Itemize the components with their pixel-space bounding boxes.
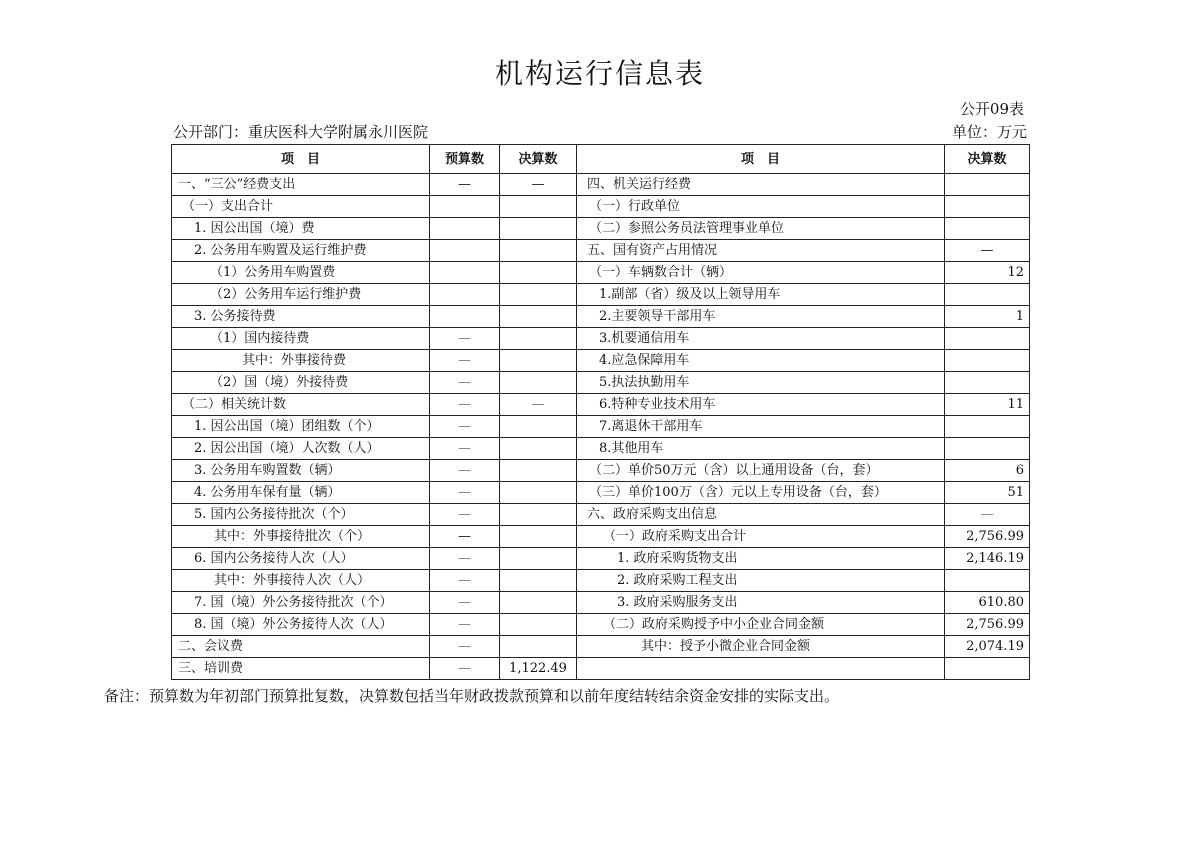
footnote: 备注：预算数为年初部门预算批复数，决算数包括当年财政拨款预算和以前年度结转结余资金安排的实际支出。 <box>104 687 840 705</box>
row-left-item: 其中：外事接待费 <box>172 350 430 372</box>
row-left-item: 一、“三公”经费支出 <box>172 174 430 196</box>
table-row <box>172 482 1030 504</box>
row-left-final <box>500 306 577 328</box>
row-right-final: 51 <box>945 482 1030 504</box>
table-row <box>172 350 1030 372</box>
row-right-item: 6.特种专业技术用车 <box>577 394 945 416</box>
row-left-final <box>500 240 577 262</box>
row-right-item: 其中：授予小微企业合同金额 <box>577 636 945 658</box>
table-row <box>172 460 1030 482</box>
row-left-budget: — <box>430 460 500 482</box>
header-left-budget: 预算数 <box>430 145 500 174</box>
row-right-item: 4.应急保障用车 <box>577 350 945 372</box>
row-left-budget <box>430 306 500 328</box>
row-left-final <box>500 548 577 570</box>
header-left-item: 项 目 <box>172 145 430 174</box>
row-left-budget: — <box>430 636 500 658</box>
row-right-final <box>945 570 1030 592</box>
info-table <box>171 144 1030 680</box>
row-right-final: 12 <box>945 262 1030 284</box>
row-right-final <box>945 350 1030 372</box>
row-left-final <box>500 350 577 372</box>
table-row <box>172 196 1030 218</box>
row-left-budget <box>430 284 500 306</box>
row-right-final: 2,756.99 <box>945 526 1030 548</box>
row-right-item: 1. 政府采购货物支出 <box>577 548 945 570</box>
table-row <box>172 438 1030 460</box>
table-row <box>172 262 1030 284</box>
row-left-item: 3. 公务接待费 <box>172 306 430 328</box>
row-right-item: 2. 政府采购工程支出 <box>577 570 945 592</box>
row-right-item: 五、国有资产占用情况 <box>577 240 945 262</box>
row-left-budget: — <box>430 438 500 460</box>
row-left-final <box>500 372 577 394</box>
row-left-final <box>500 328 577 350</box>
row-right-item: 1.副部（省）级及以上领导用车 <box>577 284 945 306</box>
row-left-budget: — <box>430 548 500 570</box>
table-row <box>172 284 1030 306</box>
row-right-item: 7.离退休干部用车 <box>577 416 945 438</box>
row-left-final <box>500 504 577 526</box>
table-row <box>172 636 1030 658</box>
table-row <box>172 658 1030 680</box>
row-right-final <box>945 284 1030 306</box>
row-left-budget: — <box>430 372 500 394</box>
row-left-final <box>500 482 577 504</box>
row-right-final <box>945 218 1030 240</box>
row-left-final <box>500 636 577 658</box>
row-left-item: 其中：外事接待人次（人） <box>172 570 430 592</box>
row-left-budget: — <box>430 614 500 636</box>
row-left-item: （二）相关统计数 <box>172 394 430 416</box>
row-left-final <box>500 592 577 614</box>
table-row <box>172 240 1030 262</box>
row-left-budget: — <box>430 482 500 504</box>
row-left-budget: — <box>430 526 500 548</box>
form-number: 公开09表 <box>959 100 1024 118</box>
row-right-item: 2.主要领导干部用车 <box>577 306 945 328</box>
row-left-item: 7. 国（境）外公务接待批次（个） <box>172 592 430 614</box>
table-row <box>172 174 1030 196</box>
row-left-budget: — <box>430 328 500 350</box>
row-left-item: 4. 公务用车保有量（辆） <box>172 482 430 504</box>
row-right-final: 2,756.99 <box>945 614 1030 636</box>
table-row <box>172 416 1030 438</box>
row-left-budget <box>430 196 500 218</box>
row-left-budget <box>430 218 500 240</box>
row-left-final: — <box>500 174 577 196</box>
table-header-row <box>172 145 1030 174</box>
row-right-final: 610.80 <box>945 592 1030 614</box>
row-left-final <box>500 284 577 306</box>
row-right-final <box>945 328 1030 350</box>
row-left-final <box>500 438 577 460</box>
row-right-item: 3. 政府采购服务支出 <box>577 592 945 614</box>
row-left-item: （2）国（境）外接待费 <box>172 372 430 394</box>
row-left-item: 5. 国内公务接待批次（个） <box>172 504 430 526</box>
row-left-item: （一）支出合计 <box>172 196 430 218</box>
row-left-item: 6. 国内公务接待人次（人） <box>172 548 430 570</box>
row-right-final: 11 <box>945 394 1030 416</box>
row-left-item: 3. 公务用车购置数（辆） <box>172 460 430 482</box>
row-left-budget <box>430 262 500 284</box>
row-left-item: 1. 因公出国（境）团组数（个） <box>172 416 430 438</box>
row-right-item: 四、机关运行经费 <box>577 174 945 196</box>
row-right-final <box>945 372 1030 394</box>
row-right-item: 5.执法执勤用车 <box>577 372 945 394</box>
row-left-item: 2. 因公出国（境）人次数（人） <box>172 438 430 460</box>
table-row <box>172 526 1030 548</box>
row-right-final: — <box>945 504 1030 526</box>
row-right-final: 2,074.19 <box>945 636 1030 658</box>
row-left-item: （2）公务用车运行维护费 <box>172 284 430 306</box>
row-left-budget: — <box>430 658 500 680</box>
row-left-item: 8. 国（境）外公务接待人次（人） <box>172 614 430 636</box>
table-row <box>172 592 1030 614</box>
row-right-item: 3.机要通信用车 <box>577 328 945 350</box>
row-left-item: 其中：外事接待批次（个） <box>172 526 430 548</box>
header-left-final: 决算数 <box>500 145 577 174</box>
row-left-final <box>500 570 577 592</box>
row-right-final: — <box>945 240 1030 262</box>
row-left-final <box>500 460 577 482</box>
table-row <box>172 614 1030 636</box>
table-row <box>172 306 1030 328</box>
table-row <box>172 372 1030 394</box>
row-right-final: 2,146.19 <box>945 548 1030 570</box>
row-left-final <box>500 416 577 438</box>
row-left-item: （1）公务用车购置费 <box>172 262 430 284</box>
row-right-final: 1 <box>945 306 1030 328</box>
row-right-final <box>945 416 1030 438</box>
row-left-budget: — <box>430 592 500 614</box>
row-right-final <box>945 658 1030 680</box>
row-left-budget: — <box>430 416 500 438</box>
row-left-budget: — <box>430 504 500 526</box>
table-row <box>172 548 1030 570</box>
row-right-item <box>577 658 945 680</box>
row-left-item: 二、会议费 <box>172 636 430 658</box>
department-label: 公开部门：重庆医科大学附属永川医院 <box>173 123 429 141</box>
row-left-final: 1,122.49 <box>500 658 577 680</box>
table-row <box>172 570 1030 592</box>
row-left-item: 1. 因公出国（境）费 <box>172 218 430 240</box>
row-left-item: 2. 公务用车购置及运行维护费 <box>172 240 430 262</box>
page-title: 机构运行信息表 <box>494 57 705 90</box>
row-right-final <box>945 438 1030 460</box>
row-right-final <box>945 196 1030 218</box>
table-row <box>172 504 1030 526</box>
row-right-item: 8.其他用车 <box>577 438 945 460</box>
table-row <box>172 328 1030 350</box>
row-left-budget <box>430 240 500 262</box>
row-right-item: （二）单价50万元（含）以上通用设备（台，套） <box>577 460 945 482</box>
row-right-item: （二）政府采购授予中小企业合同金额 <box>577 614 945 636</box>
row-right-item: （三）单价100万（含）元以上专用设备（台，套） <box>577 482 945 504</box>
row-left-budget: — <box>430 350 500 372</box>
row-left-final <box>500 262 577 284</box>
row-right-item: （二）参照公务员法管理事业单位 <box>577 218 945 240</box>
row-right-item: （一）行政单位 <box>577 196 945 218</box>
table-row <box>172 394 1030 416</box>
row-left-final <box>500 614 577 636</box>
row-left-budget: — <box>430 394 500 416</box>
header-right-final: 决算数 <box>945 145 1030 174</box>
row-left-budget: — <box>430 174 500 196</box>
row-left-final <box>500 196 577 218</box>
row-right-item: （一）政府采购支出合计 <box>577 526 945 548</box>
row-left-item: 三、培训费 <box>172 658 430 680</box>
unit-label: 单位：万元 <box>951 123 1027 141</box>
row-right-final: 6 <box>945 460 1030 482</box>
row-right-item: 六、政府采购支出信息 <box>577 504 945 526</box>
row-left-final <box>500 218 577 240</box>
header-right-item: 项 目 <box>577 145 945 174</box>
row-right-item: （一）车辆数合计（辆） <box>577 262 945 284</box>
row-left-budget: — <box>430 570 500 592</box>
row-left-item: （1）国内接待费 <box>172 328 430 350</box>
table-row <box>172 218 1030 240</box>
row-right-final <box>945 174 1030 196</box>
row-left-final: — <box>500 394 577 416</box>
row-left-final <box>500 526 577 548</box>
